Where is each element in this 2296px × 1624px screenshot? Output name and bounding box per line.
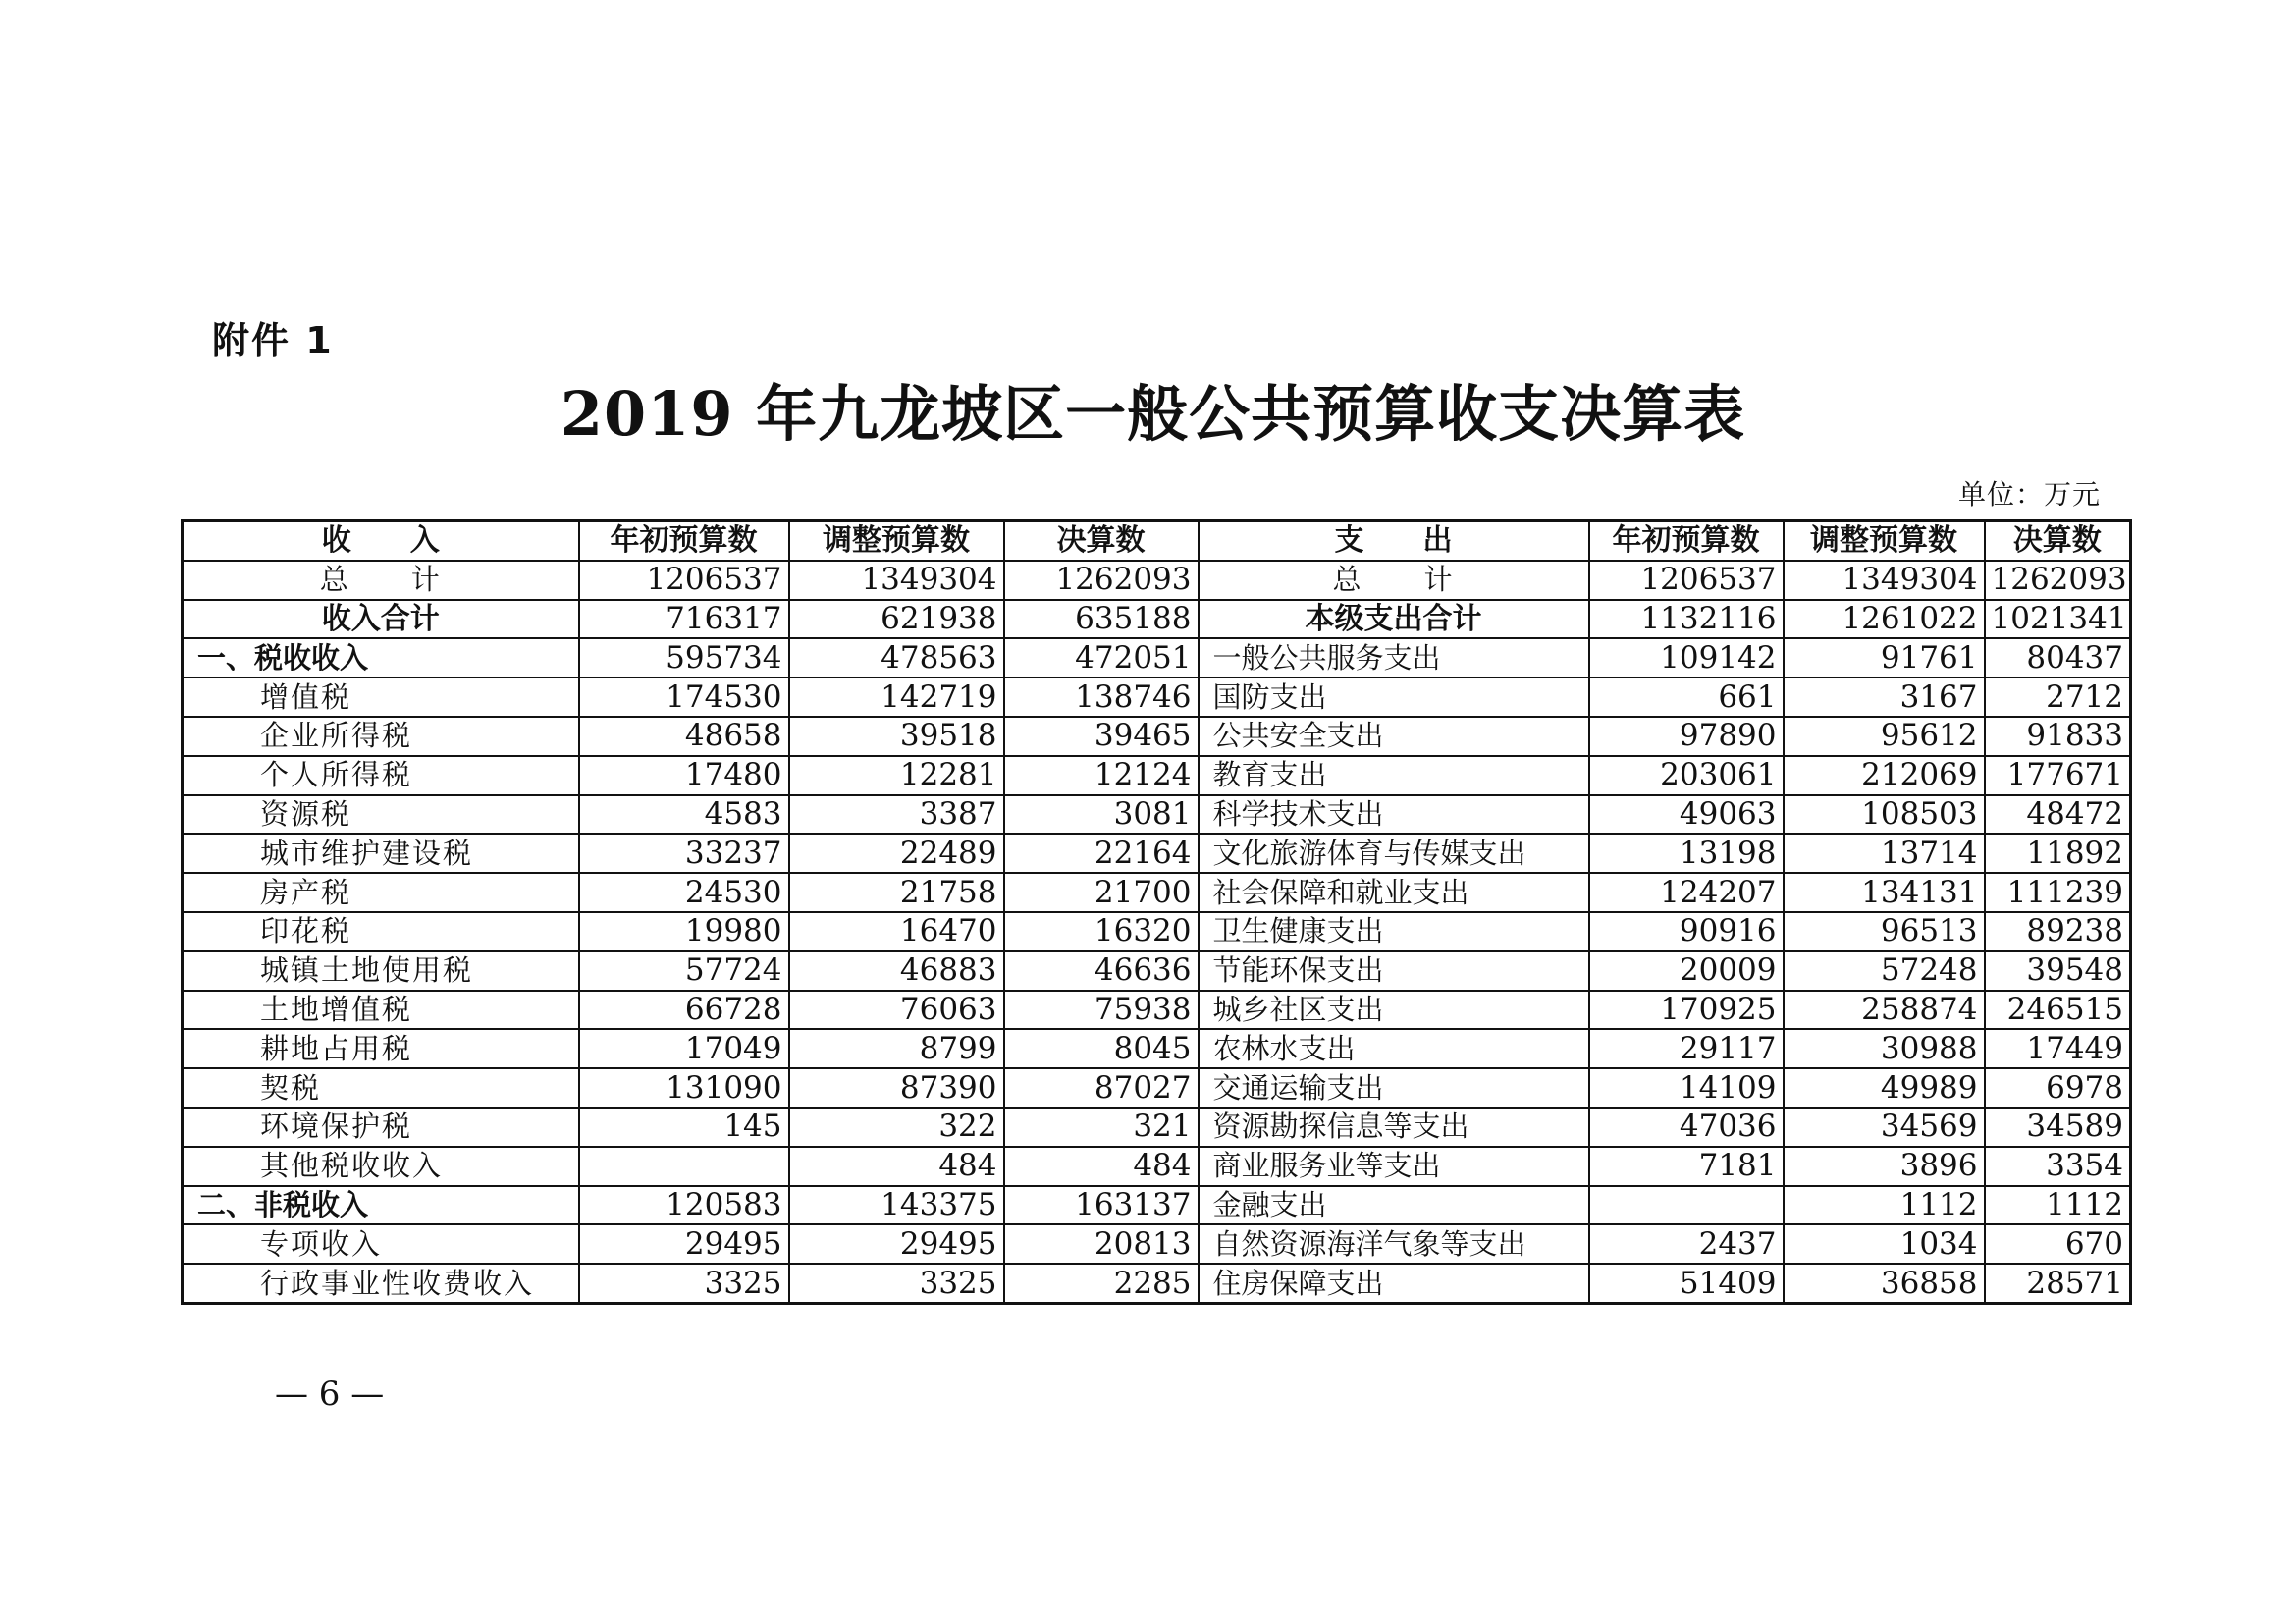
income-name-cell: 个人所得税 xyxy=(183,756,579,795)
income-name-cell: 城镇土地使用税 xyxy=(183,951,579,991)
expense-initial-cell: 661 xyxy=(1589,677,1784,717)
expense-name-cell: 本级支出合计 xyxy=(1199,600,1589,639)
income-adjusted-cell: 8799 xyxy=(789,1029,1004,1068)
expense-final-cell: 80437 xyxy=(1985,638,2131,677)
table-row xyxy=(183,638,2131,677)
expense-name-cell: 卫生健康支出 xyxy=(1199,912,1589,951)
income-final-cell: 635188 xyxy=(1004,600,1199,639)
expense-adjusted-cell: 95612 xyxy=(1784,717,1985,756)
income-final-cell: 321 xyxy=(1004,1108,1199,1147)
header-expense-final: 决算数 xyxy=(1985,521,2131,561)
table-row xyxy=(183,951,2131,991)
income-initial-cell: 29495 xyxy=(579,1224,789,1264)
income-initial-cell: 24530 xyxy=(579,873,789,912)
income-adjusted-cell: 22489 xyxy=(789,834,1004,873)
income-adjusted-cell: 1349304 xyxy=(789,561,1004,600)
expense-final-cell: 177671 xyxy=(1985,756,2131,795)
income-initial-cell: 33237 xyxy=(579,834,789,873)
income-final-cell: 39465 xyxy=(1004,717,1199,756)
income-final-cell: 16320 xyxy=(1004,912,1199,951)
expense-final-cell: 11892 xyxy=(1985,834,2131,873)
income-initial-cell: 17480 xyxy=(579,756,789,795)
header-income-adjusted: 调整预算数 xyxy=(789,521,1004,561)
income-final-cell: 46636 xyxy=(1004,951,1199,991)
income-final-cell: 87027 xyxy=(1004,1068,1199,1108)
table-row xyxy=(183,1264,2131,1303)
expense-name-cell: 金融支出 xyxy=(1199,1186,1589,1225)
income-initial-cell: 66728 xyxy=(579,991,789,1030)
income-adjusted-cell: 3387 xyxy=(789,795,1004,835)
table-row xyxy=(183,991,2131,1030)
expense-final-cell: 2712 xyxy=(1985,677,2131,717)
income-final-cell: 1262093 xyxy=(1004,561,1199,600)
income-name-cell: 耕地占用税 xyxy=(183,1029,579,1068)
income-initial-cell: 120583 xyxy=(579,1186,789,1225)
income-name-cell: 总 计 xyxy=(183,561,579,600)
income-final-cell: 472051 xyxy=(1004,638,1199,677)
income-initial-cell: 716317 xyxy=(579,600,789,639)
income-initial-cell: 19980 xyxy=(579,912,789,951)
expense-name-cell: 农林水支出 xyxy=(1199,1029,1589,1068)
income-adjusted-cell: 12281 xyxy=(789,756,1004,795)
expense-final-cell: 3354 xyxy=(1985,1147,2131,1186)
expense-initial-cell: 1132116 xyxy=(1589,600,1784,639)
table-header-row xyxy=(183,521,2131,561)
expense-final-cell: 111239 xyxy=(1985,873,2131,912)
income-final-cell: 20813 xyxy=(1004,1224,1199,1264)
income-adjusted-cell: 322 xyxy=(789,1108,1004,1147)
income-name-cell: 环境保护税 xyxy=(183,1108,579,1147)
expense-name-cell: 交通运输支出 xyxy=(1199,1068,1589,1108)
income-adjusted-cell: 621938 xyxy=(789,600,1004,639)
expense-initial-cell: 170925 xyxy=(1589,991,1784,1030)
expense-adjusted-cell: 1034 xyxy=(1784,1224,1985,1264)
budget-table xyxy=(181,519,2132,1305)
header-expense-initial: 年初预算数 xyxy=(1589,521,1784,561)
expense-final-cell: 1112 xyxy=(1985,1186,2131,1225)
income-final-cell: 75938 xyxy=(1004,991,1199,1030)
table-row xyxy=(183,717,2131,756)
table-row xyxy=(183,600,2131,639)
expense-adjusted-cell: 3167 xyxy=(1784,677,1985,717)
expense-name-cell: 国防支出 xyxy=(1199,677,1589,717)
expense-adjusted-cell: 108503 xyxy=(1784,795,1985,835)
income-initial-cell: 17049 xyxy=(579,1029,789,1068)
income-final-cell: 138746 xyxy=(1004,677,1199,717)
income-adjusted-cell: 16470 xyxy=(789,912,1004,951)
expense-initial-cell: 13198 xyxy=(1589,834,1784,873)
expense-initial-cell: 2437 xyxy=(1589,1224,1784,1264)
expense-adjusted-cell: 258874 xyxy=(1784,991,1985,1030)
expense-final-cell: 91833 xyxy=(1985,717,2131,756)
income-name-cell: 增值税 xyxy=(183,677,579,717)
income-adjusted-cell: 142719 xyxy=(789,677,1004,717)
table-row xyxy=(183,795,2131,835)
expense-name-cell: 自然资源海洋气象等支出 xyxy=(1199,1224,1589,1264)
income-name-cell: 印花税 xyxy=(183,912,579,951)
income-name-cell: 土地增值税 xyxy=(183,991,579,1030)
attachment-label: 附件 1 xyxy=(212,319,334,362)
page-title: 2019 年九龙坡区一般公共预算收支决算表 xyxy=(560,378,1746,450)
expense-initial-cell: 29117 xyxy=(1589,1029,1784,1068)
table-row xyxy=(183,1029,2131,1068)
expense-adjusted-cell: 13714 xyxy=(1784,834,1985,873)
expense-initial-cell: 20009 xyxy=(1589,951,1784,991)
income-initial-cell xyxy=(579,1147,789,1186)
expense-initial-cell: 51409 xyxy=(1589,1264,1784,1303)
table-row xyxy=(183,1186,2131,1225)
expense-adjusted-cell: 96513 xyxy=(1784,912,1985,951)
expense-name-cell: 商业服务业等支出 xyxy=(1199,1147,1589,1186)
expense-final-cell: 1262093 xyxy=(1985,561,2131,600)
income-initial-cell: 57724 xyxy=(579,951,789,991)
income-final-cell: 22164 xyxy=(1004,834,1199,873)
expense-initial-cell: 109142 xyxy=(1589,638,1784,677)
income-final-cell: 8045 xyxy=(1004,1029,1199,1068)
header-income-initial: 年初预算数 xyxy=(579,521,789,561)
income-initial-cell: 174530 xyxy=(579,677,789,717)
expense-initial-cell: 7181 xyxy=(1589,1147,1784,1186)
header-income: 收 入 xyxy=(183,521,579,561)
expense-initial-cell: 47036 xyxy=(1589,1108,1784,1147)
expense-final-cell: 28571 xyxy=(1985,1264,2131,1303)
income-initial-cell: 1206537 xyxy=(579,561,789,600)
expense-adjusted-cell: 1112 xyxy=(1784,1186,1985,1225)
expense-initial-cell: 1206537 xyxy=(1589,561,1784,600)
income-name-cell: 二、非税收入 xyxy=(183,1186,579,1225)
income-final-cell: 163137 xyxy=(1004,1186,1199,1225)
expense-initial-cell: 124207 xyxy=(1589,873,1784,912)
income-final-cell: 3081 xyxy=(1004,795,1199,835)
table-row xyxy=(183,1108,2131,1147)
expense-name-cell: 资源勘探信息等支出 xyxy=(1199,1108,1589,1147)
income-final-cell: 484 xyxy=(1004,1147,1199,1186)
income-adjusted-cell: 143375 xyxy=(789,1186,1004,1225)
table-row xyxy=(183,756,2131,795)
income-name-cell: 契税 xyxy=(183,1068,579,1108)
table-row xyxy=(183,677,2131,717)
expense-name-cell: 公共安全支出 xyxy=(1199,717,1589,756)
expense-final-cell: 670 xyxy=(1985,1224,2131,1264)
expense-adjusted-cell: 49989 xyxy=(1784,1068,1985,1108)
expense-final-cell: 17449 xyxy=(1985,1029,2131,1068)
income-initial-cell: 48658 xyxy=(579,717,789,756)
income-adjusted-cell: 87390 xyxy=(789,1068,1004,1108)
income-final-cell: 2285 xyxy=(1004,1264,1199,1303)
expense-name-cell: 文化旅游体育与传媒支出 xyxy=(1199,834,1589,873)
income-name-cell: 其他税收收入 xyxy=(183,1147,579,1186)
table-row xyxy=(183,561,2131,600)
expense-name-cell: 一般公共服务支出 xyxy=(1199,638,1589,677)
income-name-cell: 房产税 xyxy=(183,873,579,912)
unit-label: 单位：万元 xyxy=(1957,478,2101,511)
income-name-cell: 一、税收收入 xyxy=(183,638,579,677)
expense-name-cell: 城乡社区支出 xyxy=(1199,991,1589,1030)
income-adjusted-cell: 484 xyxy=(789,1147,1004,1186)
income-name-cell: 专项收入 xyxy=(183,1224,579,1264)
income-name-cell: 收入合计 xyxy=(183,600,579,639)
income-initial-cell: 3325 xyxy=(579,1264,789,1303)
income-name-cell: 企业所得税 xyxy=(183,717,579,756)
income-final-cell: 21700 xyxy=(1004,873,1199,912)
expense-final-cell: 39548 xyxy=(1985,951,2131,991)
header-income-final: 决算数 xyxy=(1004,521,1199,561)
income-initial-cell: 131090 xyxy=(579,1068,789,1108)
expense-name-cell: 住房保障支出 xyxy=(1199,1264,1589,1303)
expense-final-cell: 48472 xyxy=(1985,795,2131,835)
header-expense-adjusted: 调整预算数 xyxy=(1784,521,1985,561)
expense-initial-cell: 97890 xyxy=(1589,717,1784,756)
income-adjusted-cell: 46883 xyxy=(789,951,1004,991)
expense-adjusted-cell: 91761 xyxy=(1784,638,1985,677)
expense-name-cell: 节能环保支出 xyxy=(1199,951,1589,991)
expense-initial-cell: 14109 xyxy=(1589,1068,1784,1108)
table-row xyxy=(183,1147,2131,1186)
table-row xyxy=(183,912,2131,951)
expense-initial-cell xyxy=(1589,1186,1784,1225)
table-row xyxy=(183,1224,2131,1264)
expense-adjusted-cell: 57248 xyxy=(1784,951,1985,991)
income-initial-cell: 595734 xyxy=(579,638,789,677)
expense-name-cell: 科学技术支出 xyxy=(1199,795,1589,835)
expense-adjusted-cell: 134131 xyxy=(1784,873,1985,912)
income-adjusted-cell: 39518 xyxy=(789,717,1004,756)
income-adjusted-cell: 76063 xyxy=(789,991,1004,1030)
income-adjusted-cell: 478563 xyxy=(789,638,1004,677)
expense-adjusted-cell: 30988 xyxy=(1784,1029,1985,1068)
expense-adjusted-cell: 34569 xyxy=(1784,1108,1985,1147)
expense-final-cell: 1021341 xyxy=(1985,600,2131,639)
expense-final-cell: 89238 xyxy=(1985,912,2131,951)
income-name-cell: 城市维护建设税 xyxy=(183,834,579,873)
table-row xyxy=(183,873,2131,912)
income-initial-cell: 145 xyxy=(579,1108,789,1147)
income-adjusted-cell: 3325 xyxy=(789,1264,1004,1303)
page-number: — 6 — xyxy=(275,1375,385,1414)
table-row xyxy=(183,1068,2131,1108)
expense-adjusted-cell: 1349304 xyxy=(1784,561,1985,600)
income-adjusted-cell: 29495 xyxy=(789,1224,1004,1264)
expense-name-cell: 教育支出 xyxy=(1199,756,1589,795)
expense-adjusted-cell: 36858 xyxy=(1784,1264,1985,1303)
expense-final-cell: 246515 xyxy=(1985,991,2131,1030)
expense-adjusted-cell: 3896 xyxy=(1784,1147,1985,1186)
expense-name-cell: 社会保障和就业支出 xyxy=(1199,873,1589,912)
expense-final-cell: 34589 xyxy=(1985,1108,2131,1147)
expense-adjusted-cell: 1261022 xyxy=(1784,600,1985,639)
expense-initial-cell: 203061 xyxy=(1589,756,1784,795)
expense-initial-cell: 49063 xyxy=(1589,795,1784,835)
income-final-cell: 12124 xyxy=(1004,756,1199,795)
income-name-cell: 行政事业性收费收入 xyxy=(183,1264,579,1303)
header-expense: 支 出 xyxy=(1199,521,1589,561)
income-adjusted-cell: 21758 xyxy=(789,873,1004,912)
expense-name-cell: 总 计 xyxy=(1199,561,1589,600)
income-initial-cell: 4583 xyxy=(579,795,789,835)
expense-adjusted-cell: 212069 xyxy=(1784,756,1985,795)
expense-initial-cell: 90916 xyxy=(1589,912,1784,951)
table-row xyxy=(183,834,2131,873)
expense-final-cell: 6978 xyxy=(1985,1068,2131,1108)
income-name-cell: 资源税 xyxy=(183,795,579,835)
